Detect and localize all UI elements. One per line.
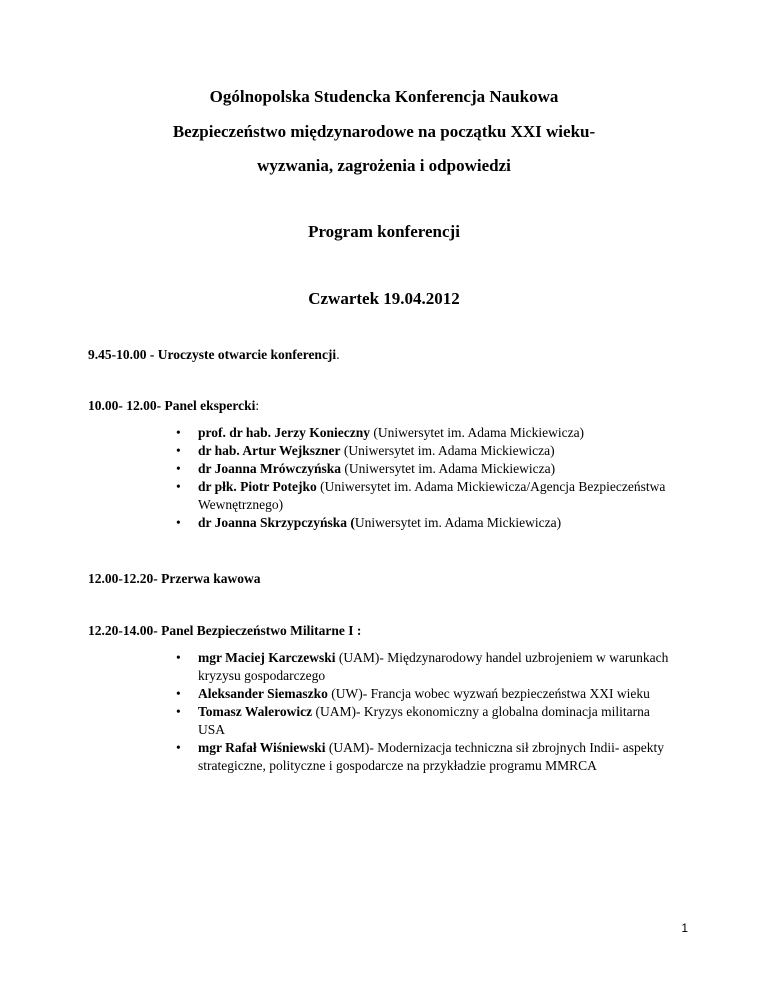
list-item (176, 514, 678, 532)
conference-subtitle-line2: wyzwania, zagrożenia i odpowiedzi (257, 156, 511, 175)
speaker-affiliation: Uniwersytet im. Adama Mickiewicza) (354, 515, 562, 530)
schedule-expert-panel-label: 10.00- 12.00- Panel ekspercki (88, 398, 256, 413)
expert-panel-list (176, 424, 678, 532)
speaker-affiliation: (Uniwersytet im. Adama Mickiewicza) (340, 443, 555, 458)
speaker-name: dr Joanna Skrzypczyńska ( (198, 515, 355, 530)
speaker-name: mgr Rafał Wiśniewski (198, 740, 326, 755)
schedule-opening-label: 9.45-10.00 - Uroczyste otwarcie konferencji (88, 347, 337, 362)
list-item (176, 703, 678, 739)
conference-title: Ogólnopolska Studencka Konferencja Naukowa (209, 87, 559, 106)
list-item (176, 739, 678, 775)
list-item (176, 685, 678, 703)
bullet-icon: • (176, 650, 181, 665)
bullet-icon: • (176, 740, 181, 755)
date-heading: Czwartek 19.04.2012 (308, 289, 460, 308)
speaker-name: mgr Maciej Karczewski (198, 650, 336, 665)
list-item (176, 478, 678, 514)
bullet-icon: • (176, 461, 181, 476)
schedule-coffee-break (88, 571, 260, 587)
list-item (176, 649, 678, 685)
bullet-icon: • (176, 443, 181, 458)
speaker-name: Aleksander Siemaszko (198, 686, 328, 701)
schedule-opening (88, 347, 340, 363)
speaker-affiliation: (Uniwersytet im. Adama Mickiewicza) (341, 461, 556, 476)
conference-subtitle-line1: Bezpieczeństwo międzynarodowe na początku XXI wieku- (172, 122, 596, 141)
speaker-name: Tomasz Walerowicz (198, 704, 313, 719)
schedule-military-panel (88, 623, 361, 639)
schedule-expert-panel (88, 398, 259, 414)
bullet-icon: • (176, 479, 181, 494)
talk-title: (UAM)- Modernizacja techniczna sił zbrojnych Indii- aspekty strategiczne, polityczne i gospodarcze na przykładzie programu MMRCA (198, 740, 665, 773)
list-item (176, 424, 678, 442)
speaker-affiliation: (Uniwersytet im. Adama Mickiewicza) (370, 425, 585, 440)
list-item (176, 442, 678, 460)
speaker-name: dr Joanna Mrówczyńska (198, 461, 342, 476)
speaker-name: dr hab. Artur Wejkszner (198, 443, 341, 458)
program-heading: Program konferencji (308, 222, 460, 241)
schedule-expert-panel-suffix: : (255, 398, 260, 413)
speaker-affiliation: (Uniwersytet im. Adama Mickiewicza/Agencja Bezpieczeństwa Wewnętrznego) (198, 479, 666, 512)
talk-title: (UW)- Francja wobec wyzwań bezpieczeństwa XXI wieku (327, 686, 650, 701)
schedule-military-panel-label: 12.20-14.00- Panel Bezpieczeństwo Militarne I : (88, 623, 362, 638)
bullet-icon: • (176, 704, 181, 719)
list-item (176, 460, 678, 478)
bullet-icon: • (176, 686, 181, 701)
talk-title: (UAM)- Kryzys ekonomiczny a globalna dominacja militarna USA (198, 704, 650, 737)
bullet-icon: • (176, 515, 181, 530)
speaker-name: prof. dr hab. Jerzy Konieczny (198, 425, 370, 440)
military-panel-list (176, 649, 678, 775)
talk-title: (UAM)- Międzynarodowy handel uzbrojeniem w warunkach kryzysu gospodarczego (198, 650, 669, 683)
schedule-opening-suffix: . (336, 347, 340, 362)
page-number: 1 (681, 921, 688, 935)
speaker-name: dr płk. Piotr Potejko (198, 479, 317, 494)
schedule-coffee-break-label: 12.00-12.20- Przerwa kawowa (88, 571, 261, 586)
bullet-icon: • (176, 425, 181, 440)
